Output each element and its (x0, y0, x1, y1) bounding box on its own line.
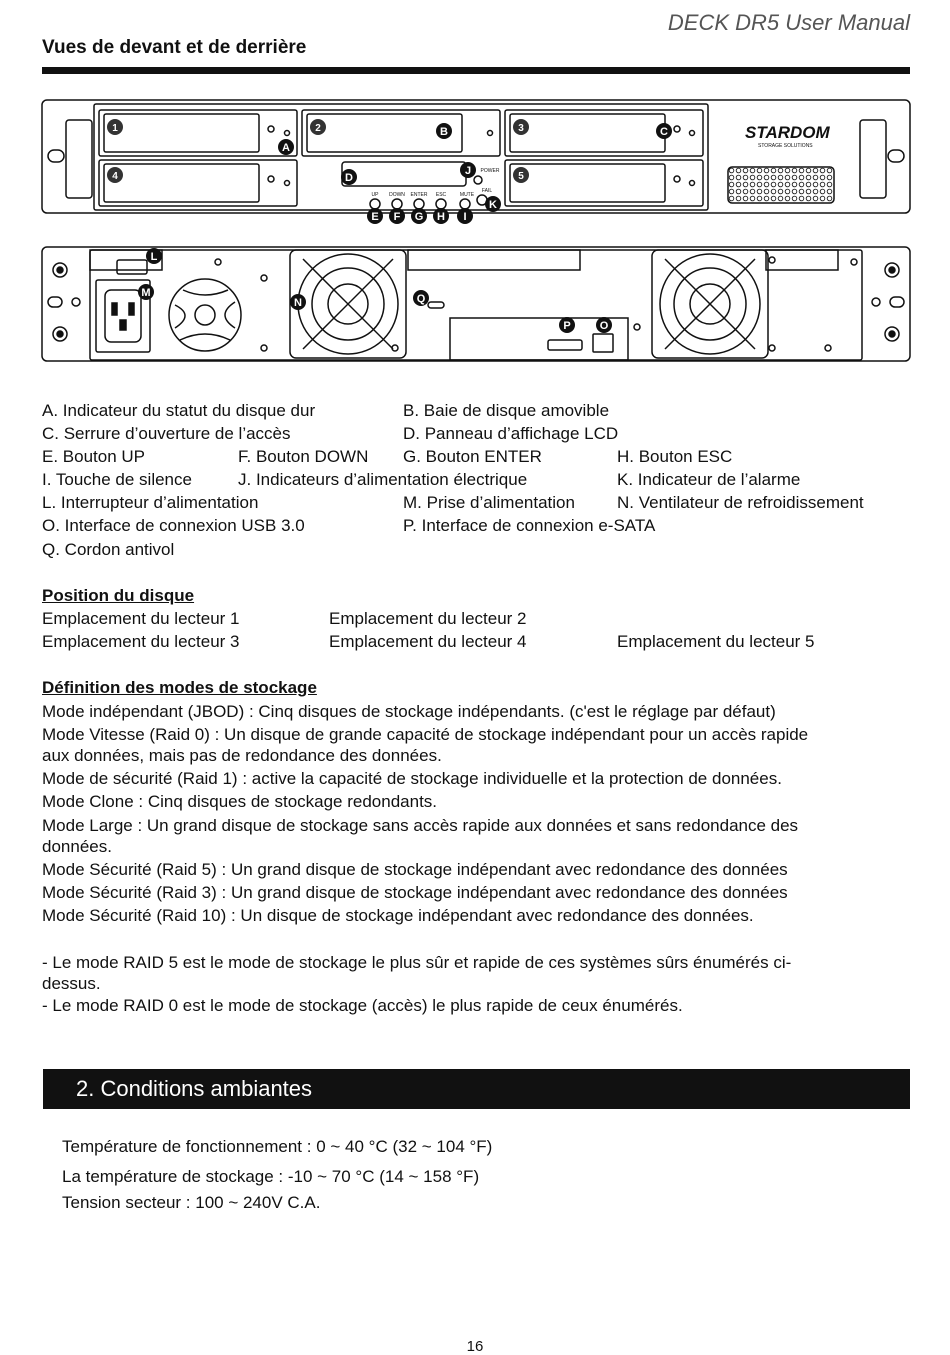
svg-text:POWER: POWER (480, 168, 500, 174)
page-number: 16 (466, 1338, 484, 1355)
svg-text:FAIL: FAIL (481, 188, 493, 194)
mode-line: Mode Large : Un grand disque de stockage sans accès rapide aux données et sans redondance des (42, 816, 799, 835)
legend-item: M. Prise d’alimentation (403, 493, 575, 512)
disk-slot: Emplacement du lecteur 1 (42, 609, 240, 628)
brand-sub-text: STORAGE SOLUTIONS (758, 143, 813, 149)
svg-text:I: I (463, 211, 467, 223)
svg-text:4: 4 (112, 171, 118, 182)
svg-text:J: J (464, 165, 472, 177)
svg-text:N: N (294, 297, 302, 309)
legend-item: N. Ventilateur de refroidissement (617, 493, 864, 512)
legend-item: J. Indicateurs d’alimentation électrique (238, 470, 528, 489)
svg-text:ENTER: ENTER (410, 192, 428, 198)
legend-item: L. Interrupteur d’alimentation (42, 493, 259, 512)
legend-item: E. Bouton UP (42, 447, 146, 466)
disk-position-heading: Position du disque (42, 586, 195, 605)
legend-item: Q. Cordon antivol (42, 540, 175, 559)
section-banner (43, 1069, 910, 1109)
svg-text:ESC: ESC (435, 192, 447, 198)
disk-slot: Emplacement du lecteur 2 (329, 609, 527, 628)
mains-voltage: Tension secteur : 100 ~ 240V C.A. (62, 1193, 321, 1212)
legend-item: G. Bouton ENTER (403, 447, 542, 466)
mode-line: Mode Sécurité (Raid 5) : Un grand disque de stockage indépendant avec redondance des données (42, 860, 788, 879)
svg-text:B: B (440, 126, 448, 138)
legend-item: K. Indicateur de l’alarme (617, 470, 801, 489)
manual-title: DECK DR5 User Manual (667, 10, 910, 35)
svg-text:2: 2 (315, 123, 321, 134)
svg-text:UP: UP (371, 192, 379, 198)
brand-text: STARDOM (745, 123, 830, 142)
storage-temperature: La température de stockage : -10 ~ 70 °C (14 ~ 158 °F) (62, 1167, 480, 1186)
mode-line: Mode Vitesse (Raid 0) : Un disque de grande capacité de stockage indépendant pour un accès rapide (42, 725, 809, 744)
svg-text:F: F (393, 211, 401, 223)
note-line: - Le mode RAID 5 est le mode de stockage le plus sûr et rapide de ces systèmes sûrs énumérés ci- (42, 953, 792, 972)
svg-text:3: 3 (518, 123, 524, 134)
svg-text:MUTE: MUTE (459, 192, 475, 198)
legend-item: C. Serrure d’ouverture de l’accès (42, 424, 291, 443)
svg-text:P: P (563, 320, 571, 332)
mode-line: Mode Clone : Cinq disques de stockage redondants. (42, 792, 438, 811)
svg-text:K: K (489, 199, 497, 211)
svg-text:DOWN: DOWN (389, 192, 405, 198)
svg-text:Q: Q (416, 293, 426, 305)
legend-item: P. Interface de connexion e-SATA (403, 516, 656, 535)
mode-line: Mode indépendant (JBOD) : Cinq disques de stockage indépendants. (c'est le réglage par défaut) (42, 702, 776, 721)
disk-slot: Emplacement du lecteur 4 (329, 632, 527, 651)
storage-modes-heading: Définition des modes de stockage (42, 678, 317, 697)
svg-text:G: G (414, 211, 424, 223)
disk-slot: Emplacement du lecteur 3 (42, 632, 240, 651)
svg-text:O: O (599, 320, 609, 332)
disk-slot: Emplacement du lecteur 5 (617, 632, 815, 651)
svg-text:5: 5 (518, 171, 524, 182)
legend-item: O. Interface de connexion USB 3.0 (42, 516, 305, 535)
svg-text:E: E (371, 211, 379, 223)
legend-item: I. Touche de silence (42, 470, 192, 489)
rear-panel (42, 247, 910, 361)
mode-line: Mode Sécurité (Raid 10) : Un disque de stockage indépendant avec redondance des données. (42, 906, 754, 925)
svg-text:A: A (282, 142, 290, 154)
device-diagram (0, 90, 950, 375)
legend-item: H. Bouton ESC (617, 447, 733, 466)
svg-text:C: C (660, 126, 668, 138)
svg-text:1: 1 (112, 123, 118, 134)
header-rule (42, 67, 910, 74)
operating-temperature: Température de fonctionnement : 0 ~ 40 °C (32 ~ 104 °F) (62, 1137, 493, 1156)
mode-line: Mode Sécurité (Raid 3) : Un grand disque de stockage indépendant avec redondance des données (42, 883, 788, 902)
mode-line: aux données, mais pas de redondance des données. (42, 746, 442, 765)
note-line: - Le mode RAID 0 est le mode de stockage (accès) le plus rapide de ceux énumérés. (42, 996, 683, 1015)
front-panel (42, 100, 910, 213)
svg-text:D: D (345, 172, 353, 184)
section-title: Vues de devant et de derrière (42, 37, 307, 58)
svg-text:L: L (150, 251, 158, 263)
mode-line: Mode de sécurité (Raid 1) : active la capacité de stockage individuelle et la protection de données. (42, 769, 782, 788)
section-banner-title: 2. Conditions ambiantes (76, 1076, 313, 1101)
svg-text:M: M (141, 287, 151, 299)
note-line: dessus. (42, 974, 101, 993)
mode-line: données. (42, 837, 112, 856)
front-vent (728, 167, 834, 203)
svg-text:H: H (437, 211, 445, 223)
legend-item: A. Indicateur du statut du disque dur (42, 401, 316, 420)
legend-item: B. Baie de disque amovible (403, 401, 610, 420)
legend-item: F. Bouton DOWN (238, 447, 369, 466)
legend-item: D. Panneau d’affichage LCD (403, 424, 619, 443)
